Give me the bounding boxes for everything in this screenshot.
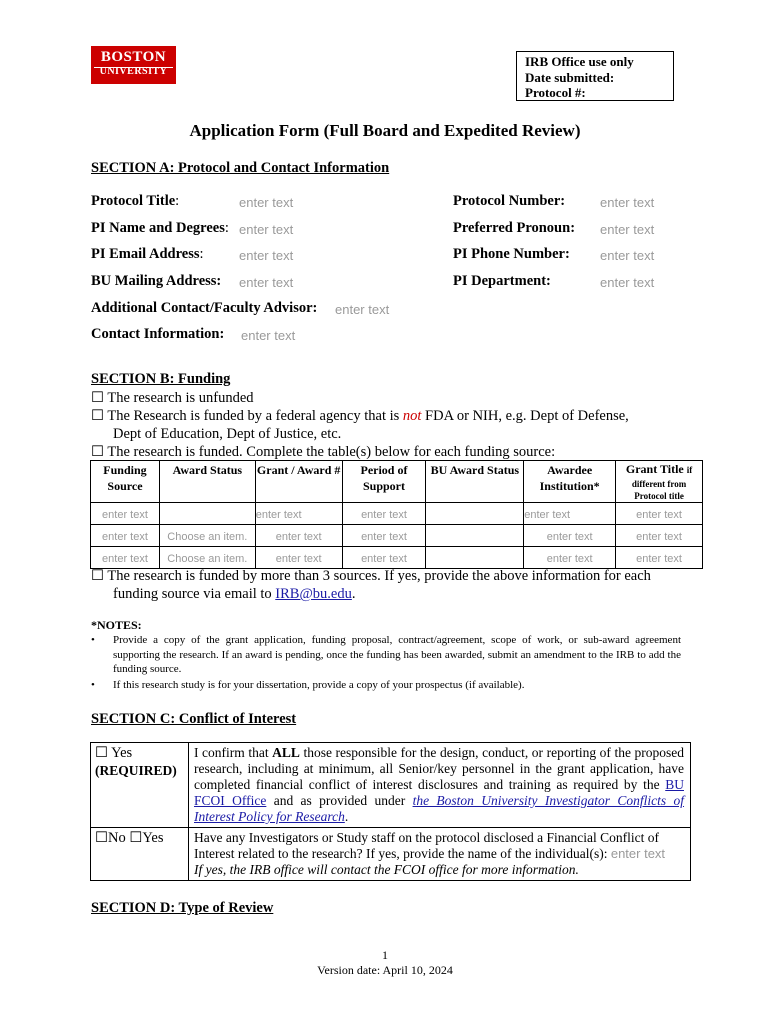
irb-office-label: IRB Office use only	[525, 54, 634, 69]
preferred-pronoun-input[interactable]: enter text	[600, 222, 655, 237]
protocol-title-input[interactable]: enter text	[239, 195, 294, 210]
contact-information-input[interactable]: enter text	[241, 328, 296, 343]
pi-phone-label: PI Phone Number:	[453, 246, 570, 262]
coi-disclose-text: Have any Investigators or Study staff on the protocol disclosed a Financial Conflict of Interest related to the research? If yes, provide the name of the individual(s): enter text If yes, the IRB office will contact the FCOI office for more information.	[189, 828, 691, 881]
coi-no-checkbox[interactable]: ☐	[95, 830, 108, 846]
header-funding-source: Funding Source	[91, 461, 160, 503]
notes-label: *NOTES:	[91, 618, 142, 632]
table-row	[91, 743, 691, 828]
additional-contact-input[interactable]: enter text	[335, 302, 390, 317]
additional-contact-label: Additional Contact/Faculty Advisor:	[91, 300, 318, 316]
irb-office-box	[516, 51, 674, 101]
page-number: 1	[382, 948, 388, 962]
pi-name-label: PI Name and Degrees:	[91, 220, 229, 236]
header-bu-award-status: BU Award Status	[426, 461, 524, 503]
period-input[interactable]: enter text	[361, 508, 407, 521]
funding-source-input[interactable]: enter text	[102, 552, 148, 565]
awardee-institution-input[interactable]: enter text	[524, 508, 571, 521]
pi-email-label: PI Email Address:	[91, 246, 204, 262]
unfunded-option[interactable]: ☐ The research is unfunded	[91, 390, 254, 406]
pi-name-input[interactable]: enter text	[239, 222, 294, 237]
logo-line-1: BOSTON	[100, 49, 167, 65]
coi-disclose-yes-checkbox[interactable]: ☐	[129, 830, 143, 846]
logo-line-2: UNIVERSITY	[99, 66, 168, 77]
date-submitted-label: Date submitted:	[525, 69, 615, 85]
federal-funding-checkbox[interactable]: ☐	[91, 408, 104, 424]
bu-mailing-address-input[interactable]: enter text	[239, 275, 294, 290]
grant-title-input[interactable]: enter text	[636, 530, 682, 543]
logo-rule	[94, 67, 173, 68]
federal-funding-option[interactable]: ☐ The Research is funded by a federal agency that is not FDA or NIH, e.g. Dept of Defense, Dept of Education, Dept of Justice, etc.	[91, 408, 629, 442]
version-date: Version date: April 10, 2024	[317, 963, 453, 977]
section-b-heading: SECTION B: Funding	[91, 371, 231, 387]
award-status-dropdown[interactable]: Choose an item.	[167, 552, 248, 565]
coi-confirm-yes[interactable]: ☐ Yes	[95, 745, 133, 761]
bu-mailing-address-label: BU Mailing Address:	[91, 273, 222, 289]
grant-title-input[interactable]: enter text	[636, 508, 682, 521]
funding-source-input[interactable]: enter text	[102, 508, 148, 521]
coi-yes-option[interactable]: ☐Yes	[129, 830, 164, 846]
table-row	[91, 828, 691, 881]
unfunded-checkbox[interactable]: ☐	[91, 390, 104, 406]
funding-table-header	[91, 461, 703, 503]
pi-email-input[interactable]: enter text	[239, 248, 294, 263]
conflict-of-interest-table	[90, 742, 691, 881]
section-d-heading: SECTION D: Type of Review	[91, 900, 274, 916]
header-awardee-institution: Awardee Institution*	[524, 461, 616, 503]
coi-individuals-input[interactable]: enter text	[610, 846, 666, 861]
required-label: (REQUIRED)	[95, 763, 177, 778]
award-status-dropdown[interactable]: Choose an item.	[167, 530, 248, 543]
funded-checkbox[interactable]: ☐	[91, 444, 104, 460]
table-row	[91, 547, 703, 569]
grant-number-input[interactable]: enter text	[255, 508, 302, 521]
coi-policy-link[interactable]: the Boston University Investigator Conflicts of Interest Policy for Research	[194, 793, 685, 824]
funding-source-input[interactable]: enter text	[102, 530, 148, 543]
header-period-of-support: Period of Support	[342, 461, 426, 503]
table-row	[91, 503, 703, 525]
multiple-sources-option[interactable]: ☐ The research is funded by more than 3 sources. If yes, provide the above information for each funding source via email to IRB@bu.edu.	[91, 568, 651, 602]
awardee-institution-input[interactable]: enter text	[546, 530, 593, 543]
pi-phone-input[interactable]: enter text	[600, 248, 655, 263]
multiple-sources-checkbox[interactable]: ☐	[91, 568, 104, 584]
section-c-heading: SECTION C: Conflict of Interest	[91, 711, 297, 727]
awardee-institution-input[interactable]: enter text	[546, 552, 593, 565]
irb-email-link[interactable]: IRB@bu.edu	[275, 586, 352, 602]
boston-university-logo	[91, 46, 176, 84]
bu-fcoi-office-link[interactable]: BU FCOI Office	[194, 777, 684, 808]
grant-title-input[interactable]: enter text	[636, 552, 682, 565]
grant-number-input[interactable]: enter text	[275, 552, 322, 565]
coi-yes-checkbox[interactable]: ☐	[95, 745, 108, 761]
period-input[interactable]: enter text	[361, 530, 407, 543]
protocol-number-label: Protocol #:	[525, 85, 586, 100]
list-item: • Provide a copy of the grant application, funding proposal, contract/agreement, scope of work, or sub-award agreement supporting the research. If an award is pending, once the funding has been awarded, submit an amendment to the IRB to add the funding source.	[91, 634, 681, 675]
section-a-heading: SECTION A: Protocol and Contact Information	[91, 160, 390, 176]
table-row	[91, 525, 703, 547]
period-input[interactable]: enter text	[361, 552, 407, 565]
pi-department-label: PI Department:	[453, 273, 551, 289]
coi-no-option[interactable]: ☐No	[95, 830, 126, 846]
grant-number-input[interactable]: enter text	[275, 530, 322, 543]
header-grant-title: Grant Title if different from Protocol title	[616, 461, 703, 503]
funding-table	[90, 460, 703, 569]
contact-information-label: Contact Information:	[91, 326, 225, 342]
preferred-pronoun-label: Preferred Pronoun:	[453, 220, 576, 236]
bullet-icon: •	[91, 678, 95, 691]
pi-department-input[interactable]: enter text	[600, 275, 655, 290]
funded-option[interactable]: ☐ The research is funded. Complete the table(s) below for each funding source:	[91, 444, 556, 460]
protocol-title-label: Protocol Title:	[91, 193, 180, 209]
protocol-number-input[interactable]: enter text	[600, 195, 655, 210]
notes-list	[91, 633, 681, 692]
list-item: • If this research study is for your dissertation, provide a copy of your prospectus (if available).	[91, 678, 525, 691]
page-title: Application Form (Full Board and Expedited Review)	[189, 121, 581, 140]
bullet-icon: •	[91, 634, 95, 646]
protocol-number-field-label: Protocol Number:	[453, 193, 566, 209]
header-award-status: Award Status	[159, 461, 255, 503]
header-grant-award-number: Grant / Award #	[255, 461, 342, 503]
coi-confirm-text: I confirm that ALL those responsible for the design, conduct, or reporting of the proposed research, including at minimum, all Senior/key personnel in the grant application, have completed financial conflict of interest disclosures and training as required by the BU FCOI Office and as provided under the Boston University Investigator Conflicts of Interest Policy for Research.	[189, 743, 691, 828]
